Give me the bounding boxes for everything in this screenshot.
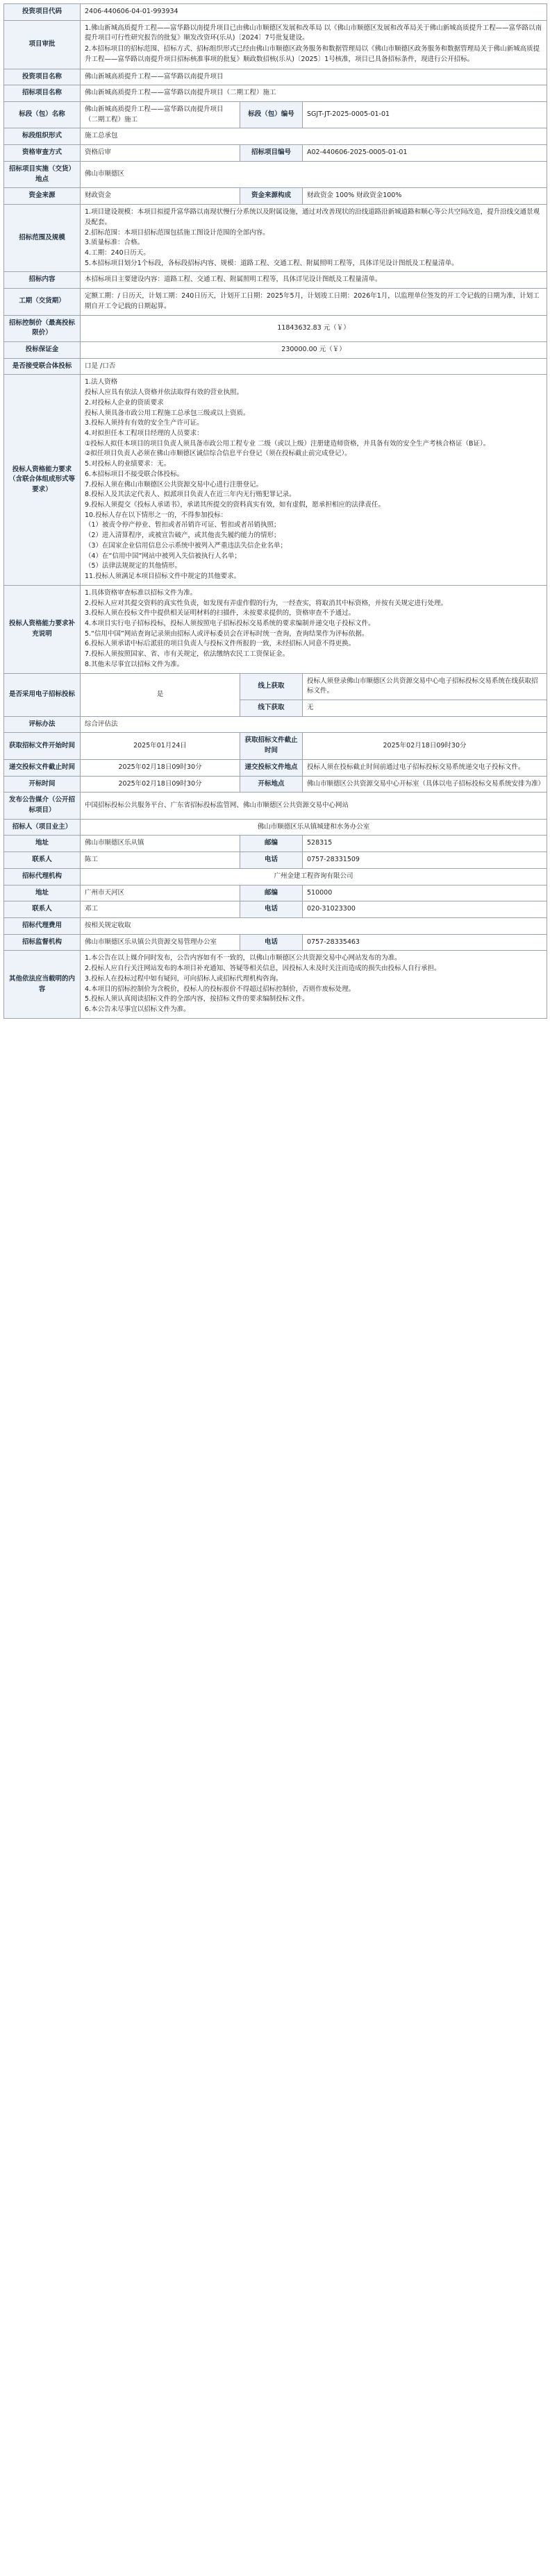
scope-line: 5.本招标项目划分1个标段，各标段招标内容、规模：道路工程、交通工程、附属照明工程等，具体详见设计图纸及工程量清单。 (85, 259, 458, 267)
other-line: 6.本公告未尽事宜以招标文件为准。 (85, 1006, 190, 1014)
qualification-line: （5）法律法规规定的其他情形。 (85, 562, 182, 570)
qualification-line: 7.投标人须在佛山市顺德区公共资源交易中心进行注册登记。 (85, 480, 263, 489)
supervisor-label: 招标监督机构 (4, 934, 81, 951)
row-org-form (4, 128, 547, 145)
scope-label: 招标范围及规模 (4, 205, 81, 272)
submit-place-label: 递交投标文件地点 (240, 759, 303, 776)
qualification-line: 6.本招标项目不接受联合体投标。 (85, 470, 184, 478)
agent-fee-value: 按相关规定收取 (81, 918, 547, 935)
perf-line: 4.本项目实行电子招标投标，投标人须按照电子招标投标交易系统的要求编制并递交电子投标文件。 (85, 619, 375, 627)
other-line: 4.本项目的招标控制价为含税价，投标人的投标报价不得超过招标控制价，否则作废标处理。 (85, 985, 356, 993)
qualification-line: 11.投标人须满足本项目招标文件中规定的其他要求。 (85, 573, 241, 581)
scope-line: 2.招标范围：本项目招标范围包括施工图设计范围的全部内容。 (85, 228, 269, 237)
tenderee-label: 招标人（项目业主） (4, 819, 81, 836)
opening-place-value: 佛山市顺德区公共资源交易中心开标室（具体以电子招标投标交易系统安排为准） (303, 776, 547, 793)
row-scope (4, 205, 547, 272)
row-duration (4, 289, 547, 315)
perf-line: 5.“信用中国”网站查询记录须由招标人或评标委员会在评标时统一查询，查询结果作为评标依据。 (85, 629, 369, 638)
qualification-line: （1）被责令停产停业、暂扣或者吊销许可证、暂扣或者吊销执照； (85, 521, 281, 529)
row-approval (4, 20, 547, 69)
perf-line: 1.具体资格审查标准以招标文件为准。 (85, 588, 197, 597)
row-project-name (4, 69, 547, 85)
submit-value: 2025年02月18日09时30分 (81, 759, 240, 776)
tenderee-phone-value: 0757-28331509 (303, 852, 547, 869)
qualification-line: ②拟任项目负责人必须在佛山市顺德区诚信综合信息平台登记（须在投标截止前完成登记）。 (85, 450, 351, 458)
content-label: 招标内容 (4, 272, 81, 289)
opening-value: 2025年02月18日09时30分 (81, 776, 240, 793)
row-submit (4, 759, 547, 776)
tenderee-contact-label: 联系人 (4, 852, 81, 869)
media-label: 发布公告媒介（公开招标项目） (4, 793, 81, 819)
tenderee-addr-value: 佛山市顺德区乐从镇 (81, 836, 240, 852)
scope-line: 1.项目建设规模：本项目拟提升富华路以南现状慢行分系统以及附属设施，通过对改善现状的沿线道路沿新城道路和顺心等公共空间改造，提升沿线交通景观及配套。 (85, 208, 540, 226)
other-label: 其他依法应当载明的内容 (4, 951, 81, 1018)
row-other (4, 951, 547, 1018)
perf-line: 7.投标人须按照国家、省、市有关规定，依法缴纳农民工工资保证金。 (85, 650, 290, 659)
tenderee-contact-value: 陈工 (81, 852, 240, 869)
content-value: 本招标项目主要建设内容：道路工程、交通工程、附属照明工程等，具体详见设计图纸及工程量清单。 (81, 272, 547, 289)
method-value: 综合评估法 (81, 716, 547, 733)
tenderee-addr-label: 地址 (4, 836, 81, 852)
row-bid-name (4, 85, 547, 102)
review-label: 资格审查方式 (4, 145, 81, 162)
tender-announcement-table (3, 3, 547, 1019)
qualification-line: 8.投标人及其法定代表人、拟派项目负责人在近三年内无行贿犯罪记录。 (85, 491, 296, 499)
row-agent-contact (4, 901, 547, 918)
row-agent-fee (4, 918, 547, 935)
agent-addr-value: 广州市天河区 (81, 885, 240, 901)
doc-end-value: 2025年02月18日09时30分 (303, 733, 547, 759)
offline-label: 线下获取 (240, 700, 303, 716)
submit-place-value: 投标人须在投标截止时间前通过电子招标投标交易系统递交电子投标文件。 (303, 759, 547, 776)
approval-para: 2.本招标项目的招标范围、招标方式、招标组织形式已经由佛山市顺德区政务服务和数据管理局以《佛山市顺德区政务服务和数据管理局关于佛山新城高质提升工程——富华路以南提升项目招标核准事项的批复》顺政数招核(乐从)〔2025〕1号核准，项目已具备招标条件，现进行公开招标。 (85, 45, 540, 63)
other-line: 1.本公告在以上媒介同时发布，公告内容如有不一致的，以佛山市顺德区公共资源交易中心网站发布的为准。 (85, 954, 401, 963)
qualification-line: 5.对投标人的业绩要求：无。 (85, 460, 171, 468)
row-opening (4, 776, 547, 793)
agent-label: 招标代理机构 (4, 868, 81, 885)
row-agent-addr (4, 885, 547, 901)
other-value (81, 951, 547, 1018)
qualification-label: 投标人资格能力要求（含联合体组成形式等要求） (4, 375, 81, 585)
fund-label: 资金来源 (4, 188, 81, 205)
approval-label: 项目审批 (4, 20, 81, 69)
duration-label: 工期（交货期） (4, 289, 81, 315)
review-value: 资格后审 (81, 145, 240, 162)
row-media (4, 793, 547, 819)
bid-name-label: 招标项目名称 (4, 85, 81, 102)
approval-value (81, 20, 547, 69)
media-value: 中国招标投标公共服务平台、广东省招标投标监管网、佛山市顺德区公共资源交易中心网站 (81, 793, 547, 819)
row-eproc-online (4, 673, 547, 700)
method-label: 评标办法 (4, 716, 81, 733)
row-price (4, 315, 547, 341)
deposit-label: 投标保证金 (4, 341, 81, 358)
consortium-label: 是否接受联合体投标 (4, 358, 81, 375)
qualification-line: 9.投标人须提交《投标人承诺书》，承诺其所提交的资料真实有效，如有虚假，愿承担相应的法律责任。 (85, 501, 385, 509)
tenderee-zip-label: 邮编 (240, 836, 303, 852)
row-review (4, 145, 547, 162)
row-consortium (4, 358, 547, 375)
qualification-line: 2.对投标人企业的资质要求 (85, 398, 164, 407)
perf-line: 3.投标人须在投标文件中提供相关证明材料的扫描件，未按要求提供的，资格审查不予通过。 (85, 609, 356, 618)
scope-line: 3.质量标准：合格。 (85, 239, 144, 247)
agent-zip-label: 邮编 (240, 885, 303, 901)
row-supervisor (4, 934, 547, 951)
agent-phone-label: 电话 (240, 901, 303, 918)
tender-code-value: A02-440606-2025-0005-01-01 (303, 145, 547, 162)
qualification-line: （2）进入清算程序，或被宣告破产，或其他丧失履约能力的情形； (85, 532, 281, 540)
row-deposit (4, 341, 547, 358)
qualification-value (81, 375, 547, 585)
row-tenderee (4, 819, 547, 836)
row-method (4, 716, 547, 733)
project-code-label: 投资项目代码 (4, 4, 81, 21)
qualification-line: 1.法人资格 (85, 378, 118, 387)
row-qualification (4, 375, 547, 585)
section-label: 标段（包）名称 (4, 102, 81, 128)
tenderee-zip-value: 528315 (303, 836, 547, 852)
qualification-line: 投标人应具有依法人资格并依法取得有效的营业执照。 (85, 389, 244, 397)
row-section (4, 102, 547, 128)
row-location (4, 161, 547, 187)
fund-ratio-value: 财政资金 100% 财政资金100% (303, 188, 547, 205)
doc-start-value: 2025年01月24日 (81, 733, 240, 759)
doc-end-label: 获取招标文件截止时间 (240, 733, 303, 759)
qualification-line: （3）在国家企业信用信息公示系统中被列入严重违法失信企业名单； (85, 541, 288, 550)
perf-line: 8.其他未尽事宜以招标文件为准。 (85, 660, 184, 668)
row-tenderee-addr (4, 836, 547, 852)
supervisor-value: 佛山市顺德区乐从镇公共资源交易管理办公室 (81, 934, 240, 951)
deposit-value: 230000.00 元（￥） (81, 341, 547, 358)
agent-addr-label: 地址 (4, 885, 81, 901)
eproc-value: 是 (81, 673, 240, 716)
perf-label: 投标人资格能力要求补充说明 (4, 585, 81, 673)
qualification-line: 投标人须具备市政公用工程施工总承包三级或以上资质。 (85, 409, 250, 417)
approval-para: 1.佛山新城高质提升工程——富华路以南提升项目已由佛山市顺德区发展和改革局 以《佛山市顺德区发展和改革局关于佛山新城高质提升工程——富华路以南提升项目可行性研究报告的批复》顺发改资环(乐从)〔2024〕7号批复建设。 (85, 24, 542, 42)
price-value: 11843632.83 元（￥） (81, 315, 547, 341)
tender-code-label: 招标项目编号 (240, 145, 303, 162)
agent-zip-value: 510000 (303, 885, 547, 901)
other-line: 5.投标人须认真阅读招标文件的全部内容，按招标文件的要求编制投标文件。 (85, 995, 309, 1003)
offline-value: 无 (303, 700, 547, 716)
project-name-label: 投资项目名称 (4, 69, 81, 85)
qualification-line: 4.对拟担任本工程项目经理的人员要求： (85, 430, 203, 437)
row-fund (4, 188, 547, 205)
other-line: 3.投标人在投标过程中如有疑问，可向招标人或招标代理机构咨询。 (85, 974, 283, 983)
perf-line: 2.投标人应对其提交资料的真实性负责，如发现有弄虚作假的行为，一经查实，将取消其中标资格，并按有关规定进行处理。 (85, 599, 448, 607)
fund-value: 财政资金 (81, 188, 240, 205)
other-line: 2.投标人应自行关注网站发布的本项目补充通知、答疑等相关信息，因投标人未及时关注而造成的损失由投标人自行承担。 (85, 965, 441, 973)
qualification-line: 10.投标人存在以下情形之一的，不得参加投标： (85, 511, 228, 519)
section-code-label: 标段（包）编号 (240, 102, 303, 128)
location-value: 佛山市顺德区 (81, 161, 547, 187)
section-value: 佛山新城高质提升工程——富华路以南提升项目（二期工程）施工 (81, 102, 240, 128)
location-label: 招标项目实施（交货）地点 (4, 161, 81, 187)
agent-contact-value: 邓工 (81, 901, 240, 918)
agent-phone-value: 020-31023300 (303, 901, 547, 918)
scope-line: 4.工期：240日历天。 (85, 248, 150, 257)
eproc-label: 是否采用电子招标投标 (4, 673, 81, 716)
row-content (4, 272, 547, 289)
tenderee-value: 佛山市顺德区乐从镇城建和水务办公室 (81, 819, 547, 836)
bid-name-value: 佛山新城高质提升工程——富华路以南提升项目（二期工程）施工 (81, 85, 547, 102)
opening-label: 开标时间 (4, 776, 81, 793)
project-code-value: 2406-440606-04-01-993934 (81, 4, 547, 21)
duration-value: 定额工期：/ 日历天，计划工期：240日历天，计划开工日期：2025年5月，计划竣工日期：2026年1月，以监理单位签发的开工令记载的日期为准，计划工期自开工令记载的日期起算。 (81, 289, 547, 315)
agent-value: 广州金建工程咨询有限公司 (81, 868, 547, 885)
qualification-line: （4）在“信用中国”网站中被列入失信被执行人名单； (85, 552, 241, 560)
supervisor-phone-label: 电话 (240, 934, 303, 951)
opening-place-label: 开标地点 (240, 776, 303, 793)
agent-fee-label: 招标代理费用 (4, 918, 81, 935)
perf-line: 6.投标人须承诺中标后派驻的项目负责人与投标文件所报的一致，未经招标人同意不得更换。 (85, 640, 356, 648)
qualification-line: 3.投标人须持有有效的安全生产许可证。 (85, 419, 203, 427)
row-perf (4, 585, 547, 673)
org-form-value: 施工总承包 (81, 128, 547, 145)
project-name-value: 佛山新城高质提升工程——富华路以南提升项目 (81, 69, 547, 85)
row-project-code (4, 4, 547, 21)
submit-label: 递交投标文件截止时间 (4, 759, 81, 776)
perf-value (81, 585, 547, 673)
consortium-value: 口是 /口否 (81, 358, 547, 375)
doc-start-label: 获取招标文件开始时间 (4, 733, 81, 759)
supervisor-phone-value: 0757-28335463 (303, 934, 547, 951)
agent-contact-label: 联系人 (4, 901, 81, 918)
org-form-label: 标段组织形式 (4, 128, 81, 145)
row-tenderee-contact (4, 852, 547, 869)
tenderee-phone-label: 电话 (240, 852, 303, 869)
row-doc-time (4, 733, 547, 759)
row-agent (4, 868, 547, 885)
scope-value (81, 205, 547, 272)
qualification-line: ①投标人拟任本项目的项目负责人须具备市政公用工程专业 二级（或以上级）注册建造师资格，并具备有效的安全生产考核合格证（B证）。 (85, 439, 490, 448)
online-label: 线上获取 (240, 673, 303, 700)
price-label: 招标控制价（最高投标限价） (4, 315, 81, 341)
fund-ratio-label: 资金来源构成 (240, 188, 303, 205)
online-value: 投标人须登录佛山市顺德区公共资源交易中心电子招标投标交易系统在线获取招标文件。 (303, 673, 547, 700)
section-code-value: SGJT-JT-2025-0005-01-01 (303, 102, 547, 128)
